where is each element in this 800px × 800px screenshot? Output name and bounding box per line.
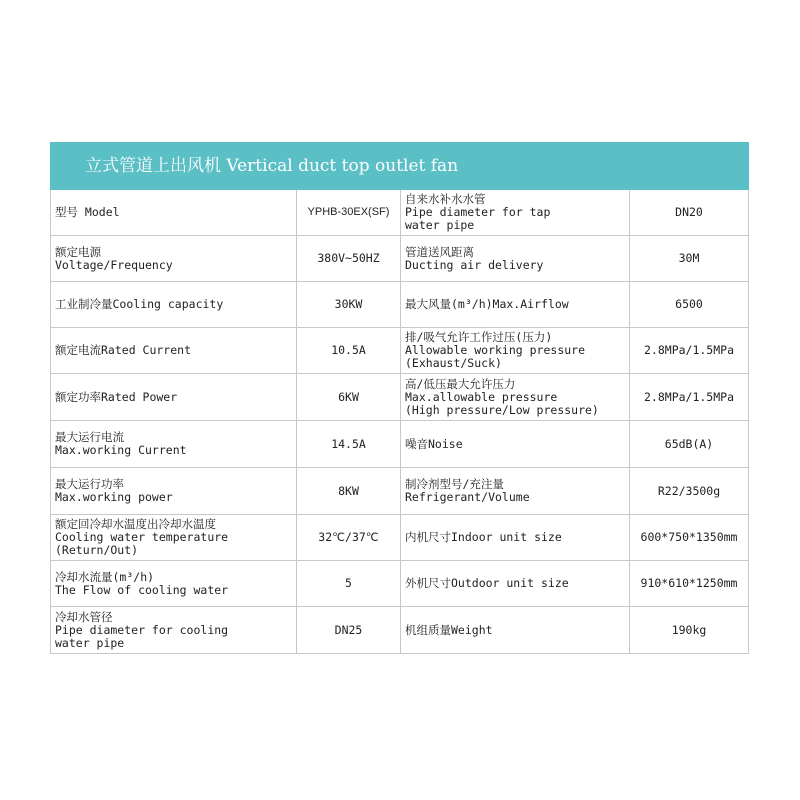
left-label-line: Max.working power: [55, 490, 173, 504]
right-label-line: 管道送风距离: [405, 244, 474, 259]
left-value: 380V~50HZ: [297, 236, 401, 282]
left-label: [51, 190, 297, 236]
left-value: 8KW: [297, 468, 401, 515]
right-label: [401, 561, 630, 607]
left-value: YPHB-30EX(SF): [297, 190, 401, 236]
right-value: 2.8MPa/1.5MPa: [630, 374, 749, 421]
left-label-line: 最大运行电流: [55, 430, 124, 444]
left-value: 32℃/37℃: [297, 515, 401, 561]
right-label-line: Ducting air delivery: [405, 257, 544, 272]
table-row: [51, 515, 749, 561]
right-label-line: 噪音Noise: [405, 436, 463, 451]
left-label-line: 额定回冷却水温度出冷却水温度: [55, 517, 216, 531]
right-label: [401, 328, 630, 374]
right-label-line: Allowable working pressure: [405, 343, 586, 357]
left-label: [51, 421, 297, 468]
right-label: [401, 468, 630, 515]
title-row: [51, 143, 749, 190]
right-label-line: Max.allowable pressure: [405, 389, 558, 404]
left-label-line: (Return/Out): [55, 543, 139, 557]
left-label-line: 额定功率Rated Power: [55, 389, 178, 404]
right-value: 30M: [630, 236, 749, 282]
right-label-line: water pipe: [405, 218, 475, 232]
left-label: [51, 236, 297, 282]
left-label: [51, 515, 297, 561]
left-value: 30KW: [297, 282, 401, 328]
right-value: 190kg: [630, 607, 749, 654]
right-label-line: (Exhaust/Suck): [405, 356, 502, 370]
right-value: 2.8MPa/1.5MPa: [630, 328, 749, 374]
spec-table: [50, 142, 749, 654]
left-label-line: 额定电流Rated Current: [55, 343, 192, 357]
table-row: [51, 236, 749, 282]
left-label-line: 冷却水流量(m³/h): [55, 569, 155, 584]
table-title: 立式管道上出风机 Vertical duct top outlet fan: [51, 143, 749, 190]
right-label: [401, 421, 630, 468]
left-label-line: 工业制冷量Cooling capacity: [55, 297, 224, 311]
right-label: [401, 190, 630, 236]
left-label: [51, 607, 297, 654]
right-label-line: Refrigerant/Volume: [405, 490, 530, 504]
left-label-line: Voltage/Frequency: [55, 257, 173, 272]
right-label: [401, 515, 630, 561]
left-label-line: The Flow of cooling water: [55, 582, 229, 597]
right-label: [401, 236, 630, 282]
right-label-line: 排/吸气允许工作过压(压力): [405, 330, 553, 344]
left-label: [51, 282, 297, 328]
right-value: 600*750*1350mm: [630, 515, 749, 561]
left-label: [51, 468, 297, 515]
table-row: [51, 190, 749, 236]
right-label-line: 外机尺寸Outdoor unit size: [405, 576, 569, 590]
left-label-line: Max.working Current: [55, 443, 187, 457]
right-label-line: 制冷剂型号/充注量: [405, 477, 504, 491]
left-value: 10.5A: [297, 328, 401, 374]
right-value: R22/3500g: [630, 468, 749, 515]
left-label-line: 最大运行功率: [55, 477, 124, 491]
right-value: 65dB(A): [630, 421, 749, 468]
right-label: [401, 607, 630, 654]
right-label-line: (High pressure/Low pressure): [405, 402, 599, 417]
left-label: [51, 374, 297, 421]
table-row: [51, 561, 749, 607]
right-label-line: 内机尺寸Indoor unit size: [405, 530, 562, 544]
right-value: 6500: [630, 282, 749, 328]
left-value: 14.5A: [297, 421, 401, 468]
left-label-line: 冷却水管径: [55, 609, 113, 624]
left-value: DN25: [297, 607, 401, 654]
left-label-line: Cooling water temperature: [55, 530, 229, 544]
table-row: [51, 421, 749, 468]
left-label-line: 额定电源: [55, 244, 101, 259]
table-row: [51, 328, 749, 374]
right-value: DN20: [630, 190, 749, 236]
table-row: [51, 607, 749, 654]
right-label-line: 最大风量(m³/h)Max.Airflow: [405, 297, 569, 311]
left-label: [51, 328, 297, 374]
right-label-line: 高/低压最大允许压力: [405, 376, 516, 391]
right-value: 910*610*1250mm: [630, 561, 749, 607]
right-label-line: Pipe diameter for tap: [405, 205, 551, 219]
table-row: [51, 282, 749, 328]
left-value: 6KW: [297, 374, 401, 421]
right-label: [401, 374, 630, 421]
right-label-line: 自来水补水水管: [405, 192, 486, 206]
right-label-line: 机组质量Weight: [405, 622, 493, 637]
left-label: [51, 561, 297, 607]
left-label-line: Pipe diameter for cooling: [55, 622, 229, 637]
right-label: [401, 282, 630, 328]
table-row: [51, 374, 749, 421]
left-label-line: water pipe: [55, 635, 125, 650]
left-label-line: 型号 Model: [55, 205, 120, 219]
table-row: [51, 468, 749, 515]
left-value: 5: [297, 561, 401, 607]
